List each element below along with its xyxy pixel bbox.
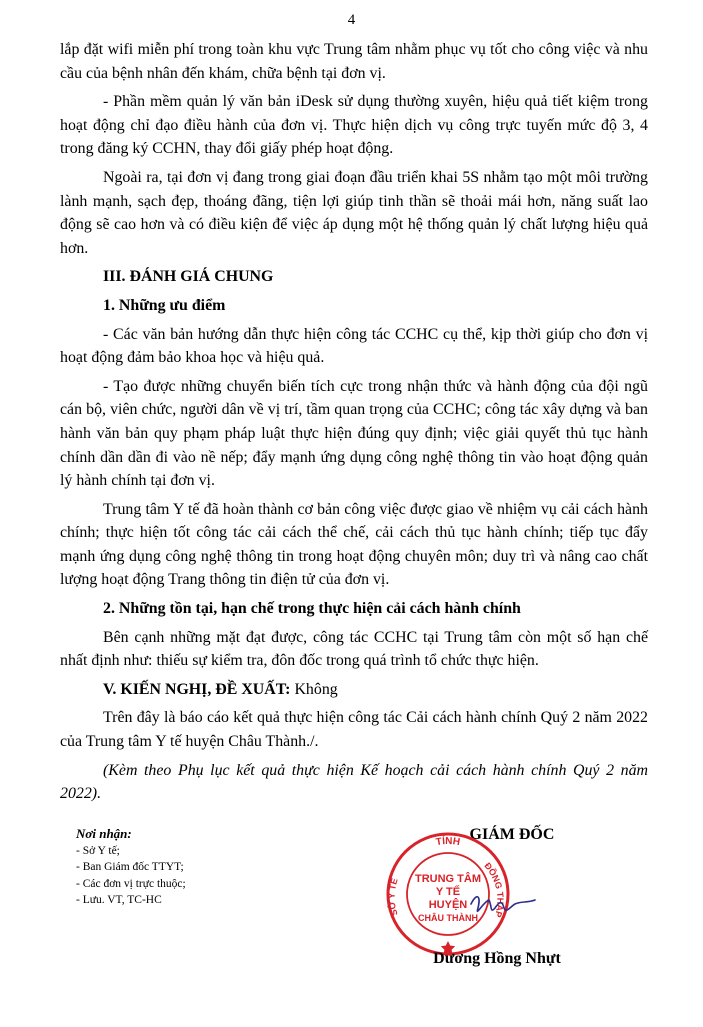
stamp-line-3: HUYỆN bbox=[428, 899, 468, 911]
closing-paragraph: Trên đây là báo cáo kết quả thực hiện công tác Cải cách hành chính Quý 2 năm 2022 của Trung tâm Y tế huyện Châu Thành./. bbox=[60, 709, 648, 751]
proposal-label: V. KIẾN NGHỊ, ĐỀ XUẤT: bbox=[103, 680, 291, 698]
body-paragraph: Bên cạnh những mặt đạt được, công tác CCHC tại Trung tâm còn một số hạn chế nhất định như: thiếu sự kiểm tra, đôn đốc trong quá trình tổ chức thực hiện. bbox=[60, 628, 648, 670]
section-heading: 2. Những tồn tại, hạn chế trong thực hiện cải cách hành chính bbox=[103, 600, 521, 618]
stamp-line-4: CHÂU THÀNH bbox=[418, 913, 478, 923]
body-paragraph: Trung tâm Y tế đã hoàn thành cơ bản công việc được giao về nhiệm vụ cải cách hành chính; thực hiện tốt công tác cải cách thể chế, cải cách thủ tục hành chính; tiếp tục đẩy mạnh ứng dụng công nghệ thông tin trong hoạt động chuyên môn; duy trì và nâng cao chất lượng hoạt động Trang thông tin điện tử của đơn vị. bbox=[60, 500, 648, 589]
recipients-list bbox=[76, 843, 186, 909]
attachment-note: (Kèm theo Phụ lục kết quả thực hiện Kế hoạch cải cách hành chính Quý 2 năm 2022). bbox=[60, 761, 648, 803]
body-paragraph: - Tạo được những chuyển biến tích cực trong nhận thức và hành động của đội ngũ cán bộ, viên chức, người dân về vị trí, tầm quan trọng của CCHC; công tác xây dựng và ban hành văn bản quy phạm pháp luật thực hiện đúng quy định; việc giải quyết thủ tục hành chính dần dần đi vào nề nếp; đẩy mạnh ứng dụng công nghệ thông tin vào hoạt động quản lý hành chính tại đơn vị. bbox=[60, 377, 648, 490]
signer-title: GIÁM ĐỐC bbox=[469, 826, 555, 843]
stamp-line-1: TRUNG TÂM bbox=[415, 873, 481, 885]
body-paragraph: - Các văn bản hướng dẫn thực hiện công tác CCHC cụ thể, kịp thời giúp cho đơn vị hoạt động đảm bảo khoa học và hiệu quả. bbox=[60, 325, 648, 367]
body-paragraph: - Phần mềm quản lý văn bản iDesk sử dụng thường xuyên, hiệu quả tiết kiệm trong hoạt động chỉ đạo điều hành của đơn vị. Thực hiện dịch vụ công trực tuyến mức độ 3, 4 trong đăng ký CCHN, thay đổi giấy phép hoạt động. bbox=[60, 93, 648, 158]
document-body bbox=[60, 38, 648, 811]
section-heading: III. ĐÁNH GIÁ CHUNG bbox=[103, 268, 274, 286]
stamp-text-left: SỞ Y TẾ bbox=[386, 876, 400, 918]
body-paragraph: lắp đặt wifi miễn phí trong toàn khu vực Trung tâm nhằm phục vụ tốt cho công việc và nhu cầu của bệnh nhân đến khám, chữa bệnh tại đơn vị. bbox=[60, 41, 648, 82]
recipient-item: - Sở Y tế; bbox=[76, 844, 120, 857]
stamp-text-top: TỈNH bbox=[435, 835, 461, 849]
stamp-line-2: Y TẾ bbox=[435, 886, 461, 898]
official-stamp bbox=[371, 830, 571, 960]
recipients-title: Nơi nhận: bbox=[76, 826, 132, 841]
body-paragraph: Ngoài ra, tại đơn vị đang trong giai đoạn đầu triển khai 5S nhằm tạo một môi trường lành mạnh, sạch đẹp, thoáng đãng, tiện lợi giúp tinh thần sẽ thoải mái hơn, năng suất lao động sẽ cao hơn và có điều kiện để việc áp dụng một hệ thống quản lý chất lượng hiệu quả hơn. bbox=[60, 168, 648, 257]
recipient-item: - Ban Giám đốc TTYT; bbox=[76, 861, 184, 873]
recipient-item: - Các đơn vị trực thuộc; bbox=[76, 877, 186, 890]
proposal-line bbox=[60, 678, 648, 702]
recipient-item: - Lưu. VT, TC-HC bbox=[76, 894, 162, 906]
page-number: 4 bbox=[347, 12, 356, 28]
signer-name: Dương Hồng Nhựt bbox=[433, 950, 561, 967]
section-heading: 1. Những ưu điểm bbox=[103, 296, 226, 314]
proposal-value: Không bbox=[290, 680, 338, 698]
paragraph-list bbox=[60, 38, 648, 673]
stamp-text-right: ĐỒNG THÁP bbox=[482, 860, 506, 919]
recipients-block bbox=[76, 826, 186, 909]
